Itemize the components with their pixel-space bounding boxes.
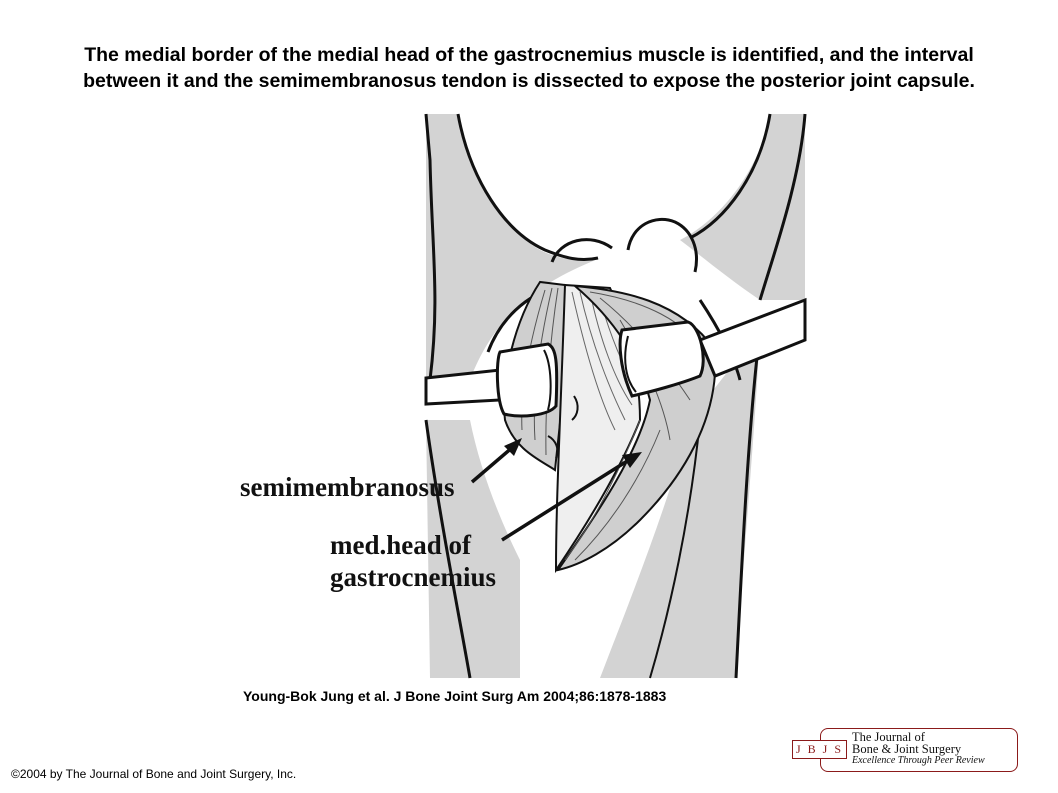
- logo-tagline: Excellence Through Peer Review: [852, 755, 985, 766]
- label-med-head-line-1: med.head of: [330, 530, 471, 560]
- thigh-tissue-right: [680, 114, 805, 300]
- copyright-notice: ©2004 by The Journal of Bone and Joint Surgery, Inc.: [11, 767, 297, 781]
- medial-condyle: [628, 219, 696, 272]
- label-med-head-line-2: gastrocnemius: [330, 562, 496, 592]
- title-line-1: The medial border of the medial head of the gastrocnemius muscle is identified, and the interval: [84, 44, 974, 66]
- retractor-left-blade: [497, 344, 556, 416]
- logo-wordmark: [852, 731, 985, 767]
- label-semimembranosus: semimembranosus: [240, 472, 455, 502]
- figure-citation: Young-Bok Jung et al. J Bone Joint Surg Am 2004;86:1878-1883: [243, 688, 667, 704]
- logo-line-2: Bone & Joint Surgery: [852, 742, 962, 756]
- title-line-2: between it and the semimembranosus tendon is dissected to expose the posterior joint capsule.: [83, 70, 975, 92]
- logo-mark: J B J S: [792, 740, 847, 759]
- jbjs-logo: [786, 728, 1018, 772]
- logo-line-1: The Journal of: [852, 730, 925, 744]
